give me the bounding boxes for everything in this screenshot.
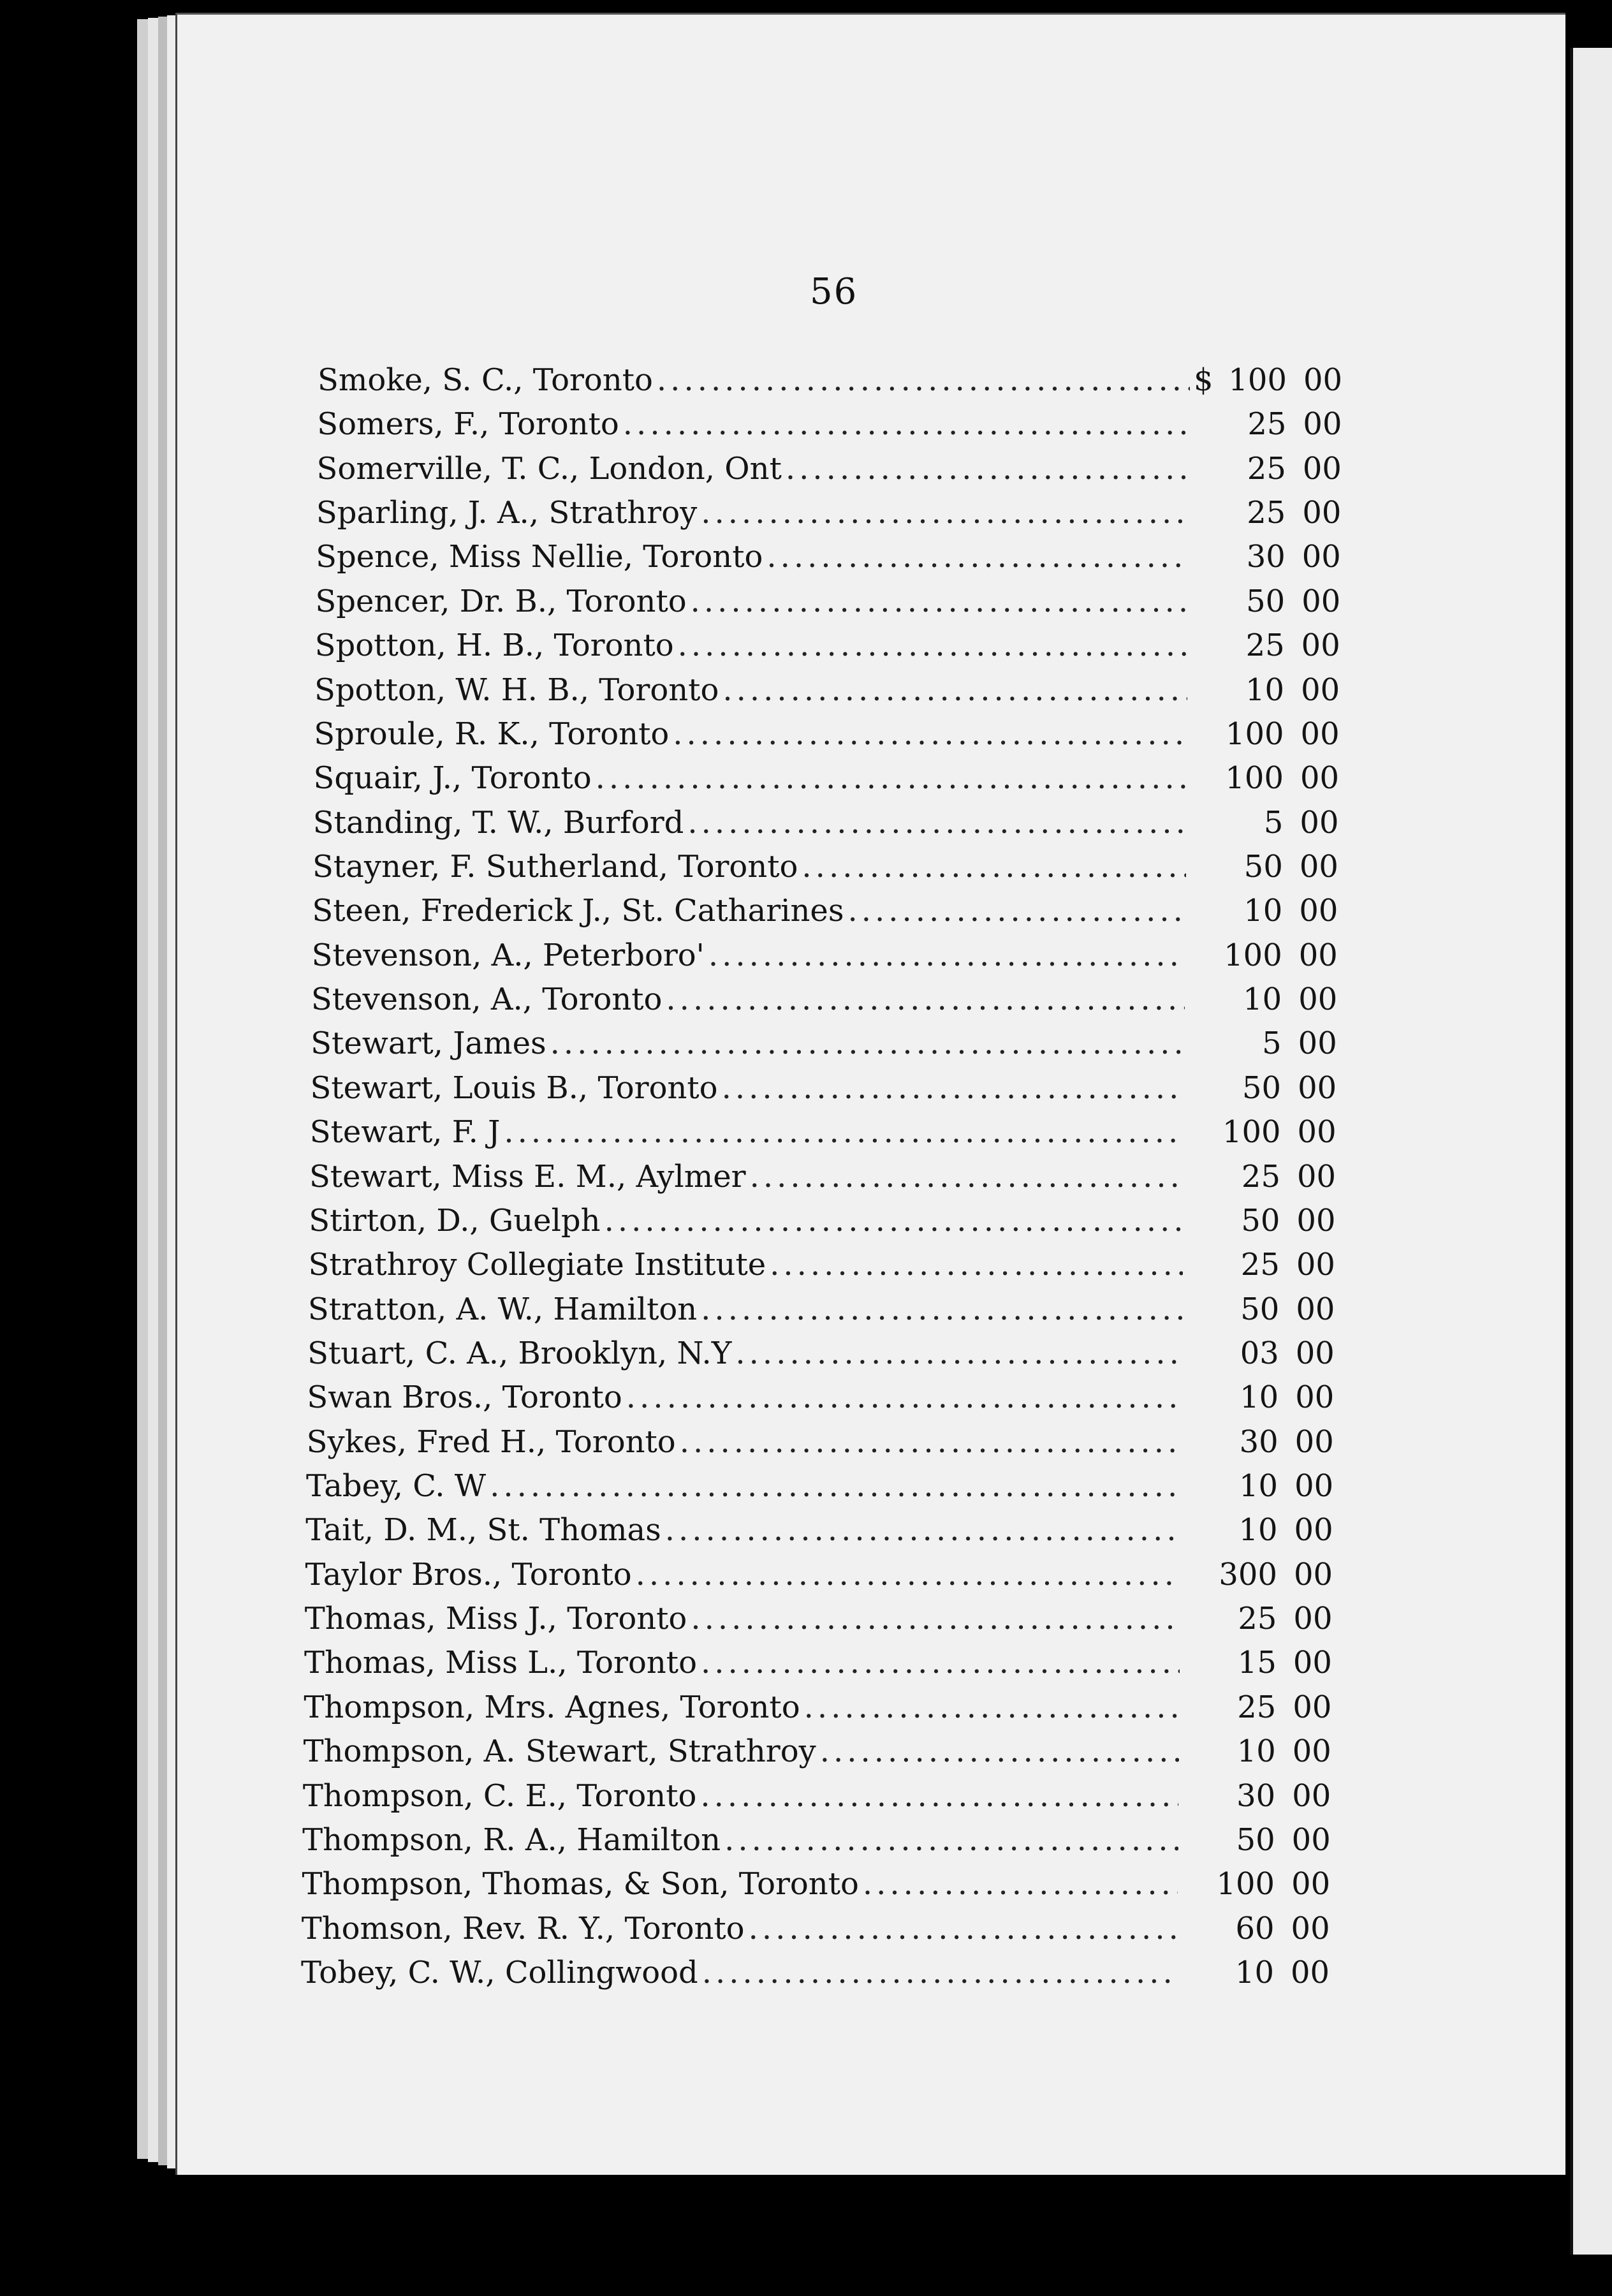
amount-cents: 00 — [1292, 1733, 1331, 1770]
subscriber-name: Sparling, J. A., Strathroy — [316, 495, 698, 531]
amount-cents: 00 — [1291, 1821, 1331, 1858]
amount-cents: 00 — [1294, 1512, 1333, 1549]
subscriber-name: Somers, F., Toronto — [317, 406, 619, 443]
amount-dollars: 100 — [1225, 760, 1284, 797]
subscriber-name: Stevenson, A., Peterboro' — [311, 937, 705, 973]
amount-cents: 00 — [1303, 406, 1342, 443]
subscriber-name: Stewart, F. J — [309, 1114, 501, 1151]
subscriber-name: Thompson, Thomas, & Son, Toronto — [302, 1866, 859, 1902]
subscriber-name: Stewart, Miss E. M., Aylmer — [309, 1158, 746, 1195]
subscriber-name: Tabey, C. W — [305, 1468, 487, 1505]
subscriber-name: Spencer, Dr. B., Toronto — [315, 583, 687, 619]
amount-cents: 00 — [1300, 760, 1340, 797]
subscriber-name: Thompson, C. E., Toronto — [302, 1777, 697, 1814]
amount-dollars: 10 — [1240, 1380, 1279, 1416]
amount-cents: 00 — [1294, 1468, 1334, 1505]
amount-cents: 00 — [1291, 1910, 1330, 1946]
amount-dollars: 03 — [1240, 1335, 1279, 1371]
amount-dollars: 100 — [1225, 716, 1284, 752]
amount-cents: 00 — [1295, 1380, 1335, 1416]
amount-cents: 00 — [1291, 1955, 1330, 1991]
subscriber-name: Taylor Bros., Toronto — [305, 1556, 632, 1593]
amount-dollars: 10 — [1243, 982, 1282, 1018]
page-number: 56 — [810, 271, 858, 313]
amount-cents: 00 — [1301, 672, 1340, 708]
amount-dollars: 50 — [1241, 1202, 1280, 1239]
facing-page-edge — [1570, 48, 1612, 2255]
amount-dollars: 5 — [1263, 804, 1284, 841]
amount-dollars: 100 — [1228, 362, 1287, 398]
amount-dollars: 5 — [1262, 1026, 1282, 1062]
amount-dollars: 50 — [1240, 1291, 1280, 1327]
amount-cents: 00 — [1292, 1777, 1331, 1814]
amount-cents: 00 — [1293, 1689, 1332, 1725]
amount-dollars: 50 — [1243, 848, 1283, 885]
amount-cents: 00 — [1298, 1070, 1337, 1106]
amount-cents: 00 — [1296, 1202, 1336, 1239]
amount-cents: 00 — [1293, 1645, 1332, 1681]
amount-dollars: 10 — [1245, 672, 1285, 708]
subscriber-name: Stratton, A. W., Hamilton — [307, 1291, 698, 1327]
subscriber-name: Sykes, Fred H., Toronto — [306, 1424, 676, 1460]
amount-cents: 00 — [1300, 716, 1340, 752]
amount-dollars: 25 — [1237, 1689, 1277, 1725]
amount-cents: 00 — [1303, 362, 1343, 398]
subscriber-name: Thompson, R. A., Hamilton — [302, 1821, 721, 1858]
amount-dollars: 50 — [1242, 1070, 1282, 1106]
amount-dollars: 60 — [1235, 1910, 1275, 1946]
subscriber-name: Thomas, Miss J., Toronto — [304, 1601, 687, 1637]
subscriber-name: Stuart, C. A., Brooklyn, N.Y — [307, 1335, 732, 1371]
amount-cents: 00 — [1296, 1247, 1335, 1283]
amount-dollars: 25 — [1240, 1247, 1280, 1283]
subscriber-name: Sproule, R. K., Toronto — [314, 716, 670, 752]
amount-dollars: 50 — [1246, 583, 1286, 619]
amount-cents: 00 — [1301, 628, 1340, 664]
amount-cents: 00 — [1296, 1291, 1335, 1327]
amount-cents: 00 — [1302, 450, 1342, 487]
amount-dollars: 25 — [1241, 1158, 1280, 1195]
amount-cents: 00 — [1297, 1114, 1337, 1151]
amount-cents: 00 — [1301, 539, 1341, 575]
amount-cents: 00 — [1300, 804, 1339, 841]
amount-cents: 00 — [1298, 982, 1338, 1018]
amount-cents: 00 — [1298, 1026, 1337, 1062]
amount-dollars: 10 — [1236, 1733, 1276, 1770]
subscriber-name: Stirton, D., Guelph — [309, 1202, 601, 1239]
subscriber-name: Spotton, H. B., Toronto — [314, 628, 674, 664]
subscriber-name: Smoke, S. C., Toronto — [318, 362, 653, 398]
subscriber-name: Swan Bros., Toronto — [307, 1380, 622, 1416]
subscriber-name: Thomson, Rev. R. Y., Toronto — [301, 1910, 745, 1946]
amount-cents: 00 — [1299, 893, 1338, 929]
subscriber-name: Steen, Frederick J., St. Catharines — [312, 893, 844, 929]
amount-dollars: 100 — [1222, 1114, 1281, 1151]
amount-dollars: 25 — [1245, 628, 1285, 664]
subscriber-name: Thompson, Mrs. Agnes, Toronto — [304, 1689, 800, 1725]
amount-dollars: 10 — [1235, 1955, 1274, 1991]
amount-cents: 00 — [1291, 1866, 1331, 1902]
subscriber-name: Stewart, James — [311, 1026, 546, 1062]
amount-dollars: 25 — [1238, 1601, 1277, 1637]
amount-dollars: 50 — [1236, 1821, 1275, 1858]
amount-cents: 00 — [1293, 1601, 1333, 1637]
amount-cents: 00 — [1294, 1556, 1333, 1593]
amount-dollars: 25 — [1247, 406, 1287, 443]
amount-dollars: 30 — [1236, 1777, 1276, 1814]
subscriber-name: Spotton, W. H. B., Toronto — [314, 672, 719, 708]
amount-dollars: 25 — [1247, 495, 1286, 531]
subscriber-name: Stevenson, A., Toronto — [311, 982, 663, 1018]
amount-cents: 00 — [1294, 1424, 1334, 1460]
subscriber-name: Squair, J., Toronto — [313, 760, 592, 797]
currency-symbol: $ — [1194, 362, 1213, 398]
amount-dollars: 100 — [1216, 1866, 1275, 1902]
amount-dollars: 10 — [1238, 1512, 1278, 1549]
amount-dollars: 15 — [1237, 1645, 1277, 1681]
amount-cents: 00 — [1301, 583, 1341, 619]
subscriber-name: Somerville, T. C., London, Ont — [316, 450, 782, 487]
amount-cents: 00 — [1299, 848, 1338, 885]
amount-cents: 00 — [1295, 1335, 1335, 1371]
amount-dollars: 10 — [1243, 893, 1283, 929]
subscriber-name: Strathroy Collegiate Institute — [308, 1247, 766, 1283]
subscriber-name: Stayner, F. Sutherland, Toronto — [312, 848, 798, 885]
paper-sheet — [175, 13, 1565, 2175]
subscriber-name: Spence, Miss Nellie, Toronto — [316, 539, 763, 575]
amount-cents: 00 — [1302, 495, 1342, 531]
amount-dollars: 25 — [1247, 450, 1286, 487]
subscriber-name: Standing, T. W., Burford — [312, 804, 684, 841]
subscriber-name: Thomas, Miss L., Toronto — [304, 1645, 697, 1681]
amount-dollars: 100 — [1224, 937, 1282, 973]
amount-dollars: 30 — [1239, 1424, 1279, 1460]
subscriber-name: Tobey, C. W., Collingwood — [301, 1955, 698, 1991]
subscriber-name: Stewart, Louis B., Toronto — [310, 1070, 718, 1106]
amount-cents: 00 — [1297, 1158, 1337, 1195]
amount-cents: 00 — [1298, 937, 1338, 973]
amount-dollars: 10 — [1239, 1468, 1279, 1505]
amount-dollars: 300 — [1219, 1556, 1277, 1593]
amount-dollars: 30 — [1246, 539, 1286, 575]
subscriber-name: Tait, D. M., St. Thomas — [305, 1512, 661, 1549]
subscriber-name: Thompson, A. Stewart, Strathroy — [303, 1733, 816, 1770]
